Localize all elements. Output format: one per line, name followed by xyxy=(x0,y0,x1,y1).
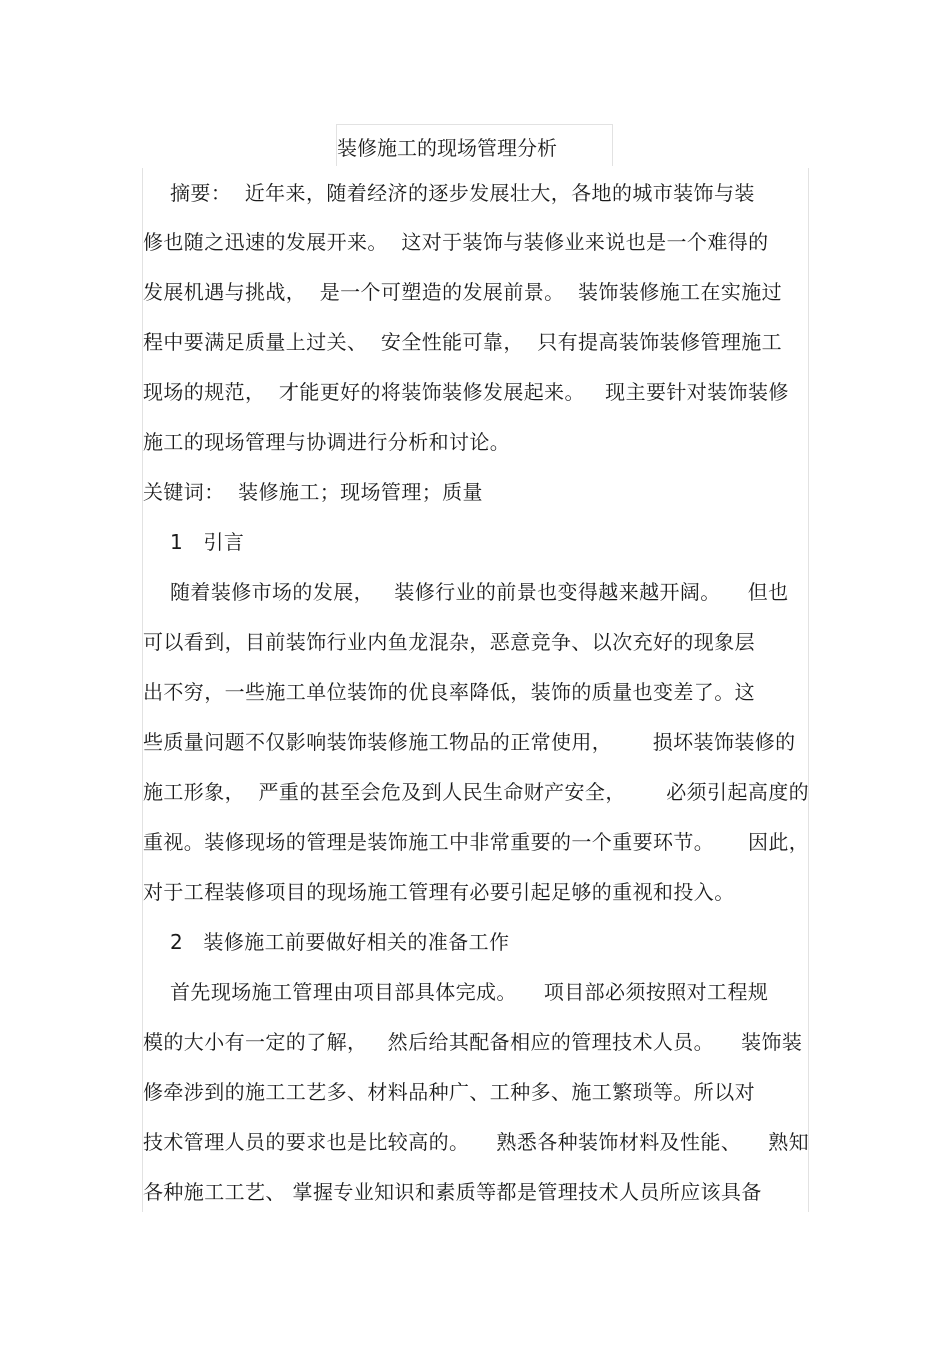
text-line: 些质量问题不仅影响装饰装修施工物品的正常使用， 损坏装饰装修的 xyxy=(143,730,796,754)
text-line: 现场的规范， 才能更好的将装饰装修发展起来。 现主要针对装饰装修 xyxy=(143,380,789,404)
text-line: 可以看到，目前装饰行业内鱼龙混杂，恶意竞争、以次充好的现象层 xyxy=(143,630,755,654)
document-title: 装修施工的现场管理分析 xyxy=(336,124,613,166)
text-line: 修牵涉到的施工工艺多、材料品种广、工种多、施工繁琐等。所以对 xyxy=(143,1080,755,1104)
text-line: 摘要： 近年来，随着经济的逐步发展壮大，各地的城市装饰与装 xyxy=(143,181,755,205)
text-line: 施工形象， 严重的甚至会危及到人民生命财产安全， 必须引起高度的 xyxy=(143,780,810,804)
text-line: 首先现场施工管理由项目部具体完成。 项目部必须按照对工程规 xyxy=(143,980,769,1004)
text-line: 各种施工工艺、 掌握专业知识和素质等都是管理技术人员所应该具备 xyxy=(143,1180,762,1204)
text-line: 对于工程装修项目的现场施工管理有必要引起足够的重视和投入。 xyxy=(143,880,735,904)
text-line: 技术管理人员的要求也是比较高的。 熟悉各种装饰材料及性能、 熟知 xyxy=(143,1130,810,1154)
text-line: 修也随之迅速的发展开来。 这对于装饰与装修业来说也是一个难得的 xyxy=(143,230,769,254)
text-line: 随着装修市场的发展， 装修行业的前景也变得越来越开阔。 但也 xyxy=(143,580,789,604)
text-line: 重视。装修现场的管理是装饰施工中非常重要的一个重要环节。 因此， xyxy=(143,830,810,854)
text-line: 1 引言 xyxy=(143,530,245,554)
text-line: 发展机遇与挑战， 是一个可塑造的发展前景。 装饰装修施工在实施过 xyxy=(143,280,783,304)
page-frame-right xyxy=(808,168,809,1212)
text-line: 程中要满足质量上过关、 安全性能可靠， 只有提高装饰装修管理施工 xyxy=(143,330,783,354)
text-line: 施工的现场管理与协调进行分析和讨论。 xyxy=(143,430,511,454)
text-line: 关键词： 装修施工；现场管理；质量 xyxy=(143,480,483,504)
text-line: 模的大小有一定的了解， 然后给其配备相应的管理技术人员。 装饰装 xyxy=(143,1030,803,1054)
text-line: 出不穷，一些施工单位装饰的优良率降低，装饰的质量也变差了。这 xyxy=(143,680,755,704)
text-line: 2 装修施工前要做好相关的准备工作 xyxy=(143,930,510,954)
